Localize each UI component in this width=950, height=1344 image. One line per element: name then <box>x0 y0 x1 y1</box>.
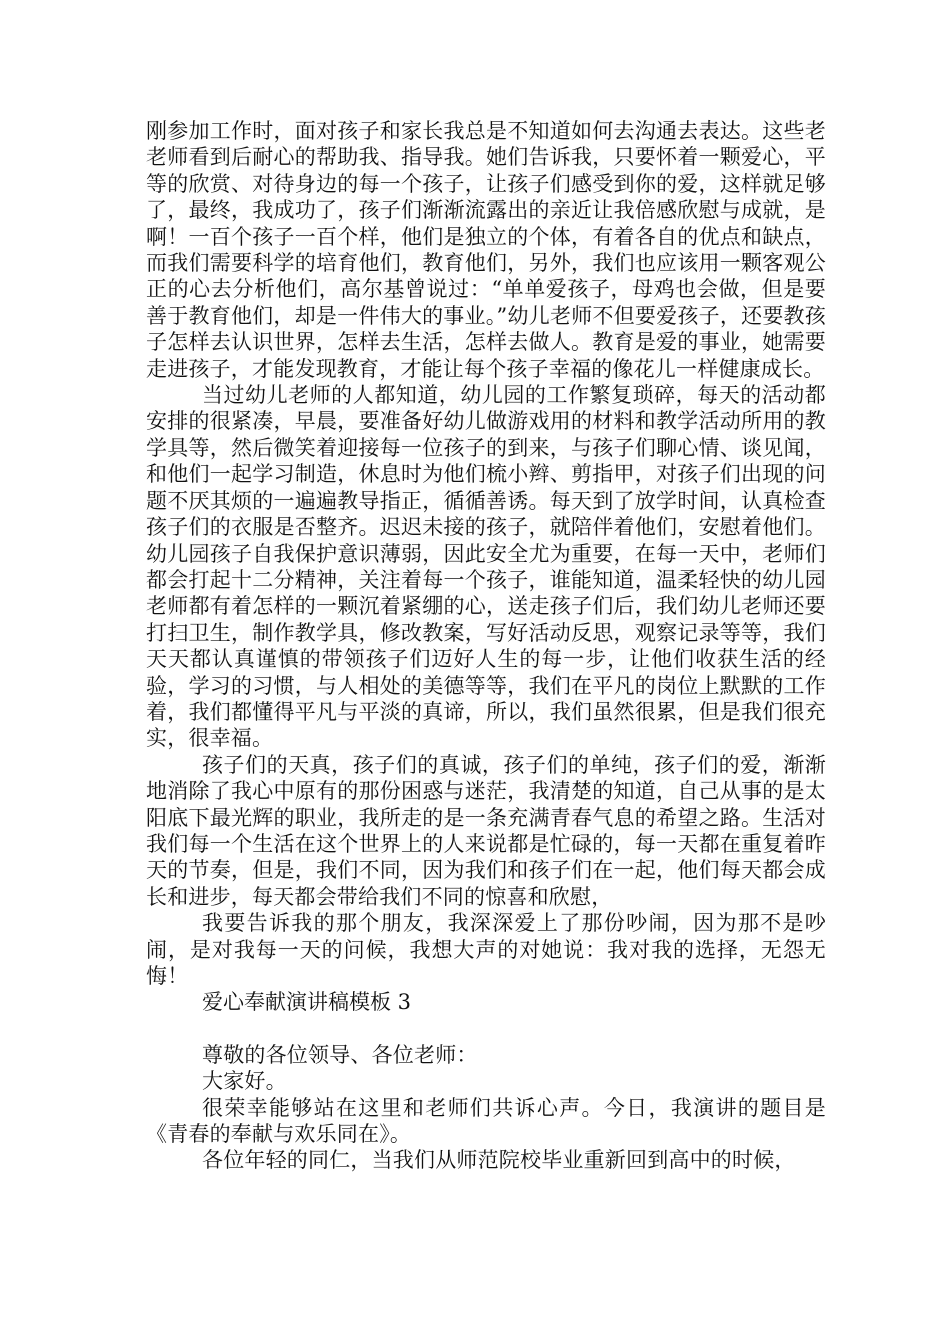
paragraph-1: 刚参加工作时，面对孩子和家长我总是不知道如何去沟通去表达。这些老老师看到后耐心的帮助我、指导我。她们告诉我，只要怀着一颗爱心，平等的欣赏、对待身边的每一个孩子，让孩子们感受到你的爱，这样就足够了，最终，我成功了，孩子们渐渐流露出的亲近让我倍感欣慰与成就，是啊！一百个孩子一百个样，他们是独立的个体，有着各自的优点和缺点，而我们需要科学的培育他们，教育他们，另外，我们也应该用一颗客观公正的心去分析他们，高尔基曾说过：“单单爱孩子，母鸡也会做，但是要善于教育他们，却是一件伟大的事业。”幼儿老师不但要爱孩子，还要教孩子怎样去认识世界，怎样去生活，怎样去做人。教育是爱的事业，她需要走进孩子，才能发现教育，才能让每个孩子幸福的像花儿一样健康成长。 <box>146 119 826 381</box>
intro-paragraph: 很荣幸能够站在这里和老师们共诉心声。今日，我演讲的题目是《青春的奉献与欢乐同在》。 <box>146 1095 826 1147</box>
paragraph-2: 当过幼儿老师的人都知道，幼儿园的工作繁复琐碎，每天的活动都安排的很紧凑，早晨，要准备好幼儿做游戏用的材料和教学活动所用的教学具等，然后微笑着迎接每一位孩子的到来，与孩子们聊心情、谈见闻，和他们一起学习制造，休息时为他们梳小辫、剪指甲，对孩子们出现的问题不厌其烦的一遍遍教导指正，循循善诱。每天到了放学时间，认真检查孩子们的衣服是否整齐。迟迟未接的孩子，就陪伴着他们，安慰着他们。幼儿园孩子自我保护意识薄弱，因此安全尤为重要，在每一天中，老师们都会打起十二分精神，关注着每一个孩子，谁能知道，温柔轻快的幼儿园老师都有着怎样的一颗沉着紧绷的心，送走孩子们后，我们幼儿老师还要打扫卫生，制作教学具，修改教案，写好活动反思，观察记录等等，我们天天都认真谨慎的带领孩子们迈好人生的每一步，让他们收获生活的经验，学习的习惯，与人相处的美德等等，我们在平凡的岗位上默默的工作着，我们都懂得平凡与平淡的真谛，所以，我们虽然很累，但是我们很充实，很幸福。 <box>146 383 826 751</box>
hello-line: 大家好。 <box>202 1069 287 1094</box>
blank-line <box>146 1016 826 1042</box>
document-page <box>146 118 826 1174</box>
section-title: 爱心奉献演讲稿模板 3 <box>202 990 412 1015</box>
paragraph-4: 我要告诉我的那个朋友，我深深爱上了那份吵闹，因为那不是吵闹，是对我每一天的问候，我想大声的对她说：我对我的选择，无怨无悔！ <box>146 911 826 988</box>
paragraph-3: 孩子们的天真，孩子们的真诚，孩子们的单纯，孩子们的爱，渐渐地消除了我心中原有的那份困惑与迷茫，我清楚的知道，自己从事的是太阳底下最光辉的职业，我所走的是一条充满青春气息的希望之路。生活对我们每一个生活在这个世界上的人来说都是忙碌的，每一天都在重复着昨天的节奏，但是，我们不同，因为我们和孩子们在一起，他们每天都会成长和进步，每天都会带给我们不同的惊喜和欣慰， <box>146 752 826 909</box>
last-line: 各位年轻的同仁，当我们从师范院校毕业重新回到高中的时候， <box>202 1148 796 1173</box>
greeting: 尊敬的各位领导、各位老师： <box>202 1042 478 1067</box>
